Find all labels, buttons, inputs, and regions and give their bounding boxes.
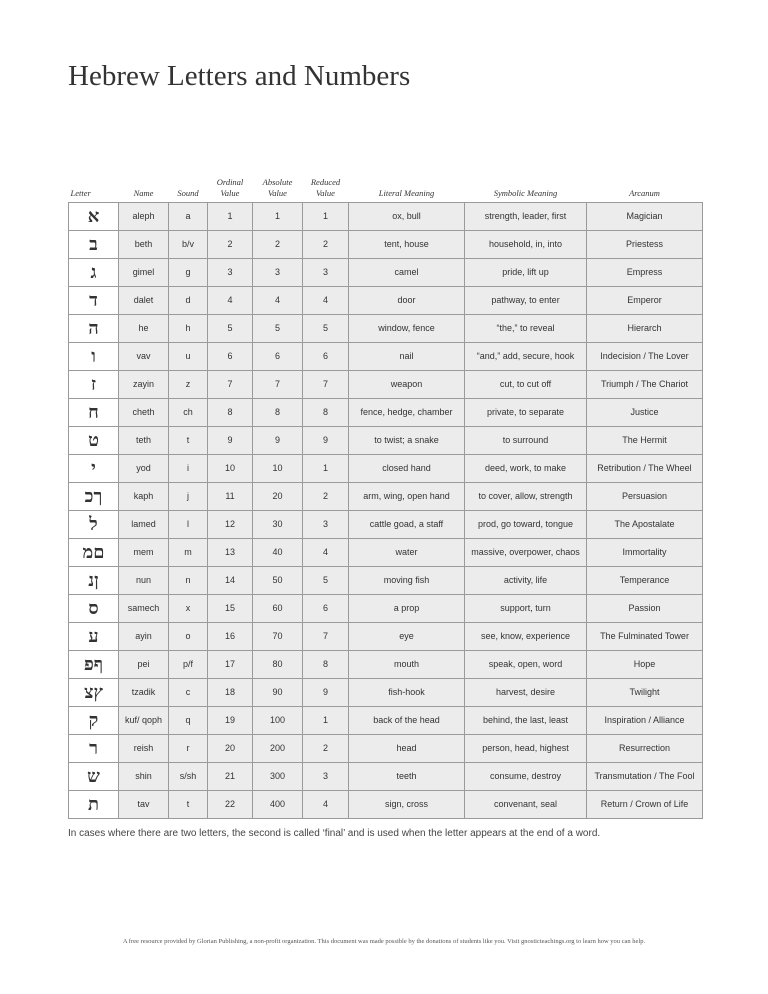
letter-sound-cell: b/v	[169, 231, 208, 259]
letter-sound-cell: l	[169, 511, 208, 539]
hebrew-letter-cell: ו	[69, 343, 119, 371]
literal-meaning-cell: fence, hedge, chamber	[349, 399, 465, 427]
letter-sound-cell: c	[169, 679, 208, 707]
symbolic-meaning-cell: prod, go toward, tongue	[465, 511, 587, 539]
literal-meaning-cell: water	[349, 539, 465, 567]
letter-name-cell: shin	[119, 763, 169, 791]
letter-sound-cell: x	[169, 595, 208, 623]
arcanum-cell: Passion	[587, 595, 703, 623]
letter-name-cell: cheth	[119, 399, 169, 427]
arcanum-cell: Twilight	[587, 679, 703, 707]
ordinal-value-cell: 11	[208, 483, 253, 511]
table-row	[69, 707, 703, 735]
arcanum-cell: Inspiration / Alliance	[587, 707, 703, 735]
symbolic-meaning-cell: “the,” to reveal	[465, 315, 587, 343]
letter-sound-cell: p/f	[169, 651, 208, 679]
symbolic-meaning-cell: consume, destroy	[465, 763, 587, 791]
header-absolute-value: Absolute Value	[262, 177, 293, 198]
table-row	[69, 203, 703, 231]
absolute-value-cell: 7	[253, 371, 303, 399]
letter-name-cell: yod	[119, 455, 169, 483]
letter-name-cell: ayin	[119, 623, 169, 651]
symbolic-meaning-cell: see, know, experience	[465, 623, 587, 651]
table-row	[69, 679, 703, 707]
letter-sound-cell: s/sh	[169, 763, 208, 791]
arcanum-cell: Hierarch	[587, 315, 703, 343]
letter-sound-cell: q	[169, 707, 208, 735]
symbolic-meaning-cell: person, head, highest	[465, 735, 587, 763]
header-ordinal-value: Ordinal Value	[216, 177, 244, 198]
absolute-value-cell: 80	[253, 651, 303, 679]
letter-sound-cell: i	[169, 455, 208, 483]
absolute-value-cell: 70	[253, 623, 303, 651]
table-row	[69, 511, 703, 539]
hebrew-letter-cell: ר	[69, 735, 119, 763]
ordinal-value-cell: 6	[208, 343, 253, 371]
table-row	[69, 287, 703, 315]
table-row	[69, 567, 703, 595]
arcanum-cell: Empress	[587, 259, 703, 287]
hebrew-letter-cell: ע	[69, 623, 119, 651]
letter-name-cell: tav	[119, 791, 169, 819]
letter-name-cell: kuf/ qoph	[119, 707, 169, 735]
literal-meaning-cell: eye	[349, 623, 465, 651]
header-letter: Letter	[70, 188, 91, 198]
absolute-value-cell: 3	[253, 259, 303, 287]
reduced-value-cell: 3	[303, 763, 349, 791]
arcanum-cell: Transmutation / The Fool	[587, 763, 703, 791]
ordinal-value-cell: 22	[208, 791, 253, 819]
hebrew-letter-cell: א	[69, 203, 119, 231]
reduced-value-cell: 9	[303, 427, 349, 455]
ordinal-value-cell: 18	[208, 679, 253, 707]
arcanum-cell: Immortality	[587, 539, 703, 567]
header-symbolic-meaning: Symbolic Meaning	[493, 188, 558, 198]
hebrew-letter-cell: ה	[69, 315, 119, 343]
symbolic-meaning-cell: deed, work, to make	[465, 455, 587, 483]
table-row	[69, 455, 703, 483]
ordinal-value-cell: 2	[208, 231, 253, 259]
absolute-value-cell: 1	[253, 203, 303, 231]
hebrew-letter-cell: ףפ	[69, 651, 119, 679]
hebrew-letter-cell: ט	[69, 427, 119, 455]
table-row	[69, 763, 703, 791]
reduced-value-cell: 2	[303, 735, 349, 763]
arcanum-cell: Magician	[587, 203, 703, 231]
letter-sound-cell: o	[169, 623, 208, 651]
reduced-value-cell: 4	[303, 287, 349, 315]
absolute-value-cell: 20	[253, 483, 303, 511]
literal-meaning-cell: arm, wing, open hand	[349, 483, 465, 511]
page-title: Hebrew Letters and Numbers	[68, 60, 411, 92]
table-row	[69, 483, 703, 511]
letter-name-cell: tzadik	[119, 679, 169, 707]
table-row	[69, 231, 703, 259]
reduced-value-cell: 7	[303, 623, 349, 651]
literal-meaning-cell: tent, house	[349, 231, 465, 259]
ordinal-value-cell: 1	[208, 203, 253, 231]
arcanum-cell: Indecision / The Lover	[587, 343, 703, 371]
table-row	[69, 427, 703, 455]
symbolic-meaning-cell: convenant, seal	[465, 791, 587, 819]
letter-sound-cell: g	[169, 259, 208, 287]
literal-meaning-cell: closed hand	[349, 455, 465, 483]
absolute-value-cell: 50	[253, 567, 303, 595]
letter-name-cell: kaph	[119, 483, 169, 511]
hebrew-letter-cell: י	[69, 455, 119, 483]
table-row	[69, 343, 703, 371]
table-body	[69, 203, 703, 819]
symbolic-meaning-cell: pride, lift up	[465, 259, 587, 287]
absolute-value-cell: 90	[253, 679, 303, 707]
literal-meaning-cell: weapon	[349, 371, 465, 399]
table-row	[69, 539, 703, 567]
literal-meaning-cell: to twist; a snake	[349, 427, 465, 455]
ordinal-value-cell: 13	[208, 539, 253, 567]
literal-meaning-cell: teeth	[349, 763, 465, 791]
letter-name-cell: nun	[119, 567, 169, 595]
reduced-value-cell: 3	[303, 259, 349, 287]
arcanum-cell: The Hermit	[587, 427, 703, 455]
symbolic-meaning-cell: pathway, to enter	[465, 287, 587, 315]
literal-meaning-cell: window, fence	[349, 315, 465, 343]
ordinal-value-cell: 12	[208, 511, 253, 539]
arcanum-cell: Resurrection	[587, 735, 703, 763]
letter-name-cell: aleph	[119, 203, 169, 231]
symbolic-meaning-cell: strength, leader, first	[465, 203, 587, 231]
letter-name-cell: he	[119, 315, 169, 343]
arcanum-cell: Temperance	[587, 567, 703, 595]
symbolic-meaning-cell: to cover, allow, strength	[465, 483, 587, 511]
arcanum-cell: Triumph / The Chariot	[587, 371, 703, 399]
reduced-value-cell: 6	[303, 343, 349, 371]
table-row	[69, 315, 703, 343]
absolute-value-cell: 10	[253, 455, 303, 483]
absolute-value-cell: 4	[253, 287, 303, 315]
letter-sound-cell: n	[169, 567, 208, 595]
literal-meaning-cell: a prop	[349, 595, 465, 623]
arcanum-cell: Persuasion	[587, 483, 703, 511]
ordinal-value-cell: 17	[208, 651, 253, 679]
symbolic-meaning-cell: cut, to cut off	[465, 371, 587, 399]
letter-name-cell: samech	[119, 595, 169, 623]
absolute-value-cell: 8	[253, 399, 303, 427]
reduced-value-cell: 8	[303, 399, 349, 427]
header-sound: Sound	[177, 188, 199, 198]
reduced-value-cell: 6	[303, 595, 349, 623]
hebrew-letter-cell: ש	[69, 763, 119, 791]
hebrew-letter-cell: ךכ	[69, 483, 119, 511]
hebrew-letters-table	[68, 170, 703, 819]
literal-meaning-cell: nail	[349, 343, 465, 371]
absolute-value-cell: 5	[253, 315, 303, 343]
table-row	[69, 623, 703, 651]
symbolic-meaning-cell: behind, the last, least	[465, 707, 587, 735]
table-row	[69, 399, 703, 427]
absolute-value-cell: 40	[253, 539, 303, 567]
literal-meaning-cell: ox, bull	[349, 203, 465, 231]
header-reduced-value: Reduced Value	[310, 177, 341, 198]
hebrew-letter-cell: ץצ	[69, 679, 119, 707]
absolute-value-cell: 9	[253, 427, 303, 455]
letter-name-cell: pei	[119, 651, 169, 679]
symbolic-meaning-cell: “and,” add, secure, hook	[465, 343, 587, 371]
reduced-value-cell: 4	[303, 539, 349, 567]
reduced-value-cell: 4	[303, 791, 349, 819]
letter-sound-cell: h	[169, 315, 208, 343]
letter-sound-cell: t	[169, 791, 208, 819]
hebrew-letter-cell: םמ	[69, 539, 119, 567]
arcanum-cell: Retribution / The Wheel	[587, 455, 703, 483]
symbolic-meaning-cell: harvest, desire	[465, 679, 587, 707]
table-row	[69, 735, 703, 763]
reduced-value-cell: 3	[303, 511, 349, 539]
reduced-value-cell: 2	[303, 231, 349, 259]
absolute-value-cell: 60	[253, 595, 303, 623]
letter-sound-cell: d	[169, 287, 208, 315]
ordinal-value-cell: 7	[208, 371, 253, 399]
letter-name-cell: lamed	[119, 511, 169, 539]
ordinal-value-cell: 14	[208, 567, 253, 595]
table-row	[69, 651, 703, 679]
reduced-value-cell: 1	[303, 455, 349, 483]
absolute-value-cell: 400	[253, 791, 303, 819]
hebrew-letter-cell: ןנ	[69, 567, 119, 595]
letter-sound-cell: t	[169, 427, 208, 455]
letter-name-cell: dalet	[119, 287, 169, 315]
table-row	[69, 371, 703, 399]
letter-sound-cell: z	[169, 371, 208, 399]
literal-meaning-cell: door	[349, 287, 465, 315]
hebrew-letter-cell: ב	[69, 231, 119, 259]
literal-meaning-cell: moving fish	[349, 567, 465, 595]
ordinal-value-cell: 20	[208, 735, 253, 763]
symbolic-meaning-cell: activity, life	[465, 567, 587, 595]
literal-meaning-cell: fish-hook	[349, 679, 465, 707]
letter-name-cell: reish	[119, 735, 169, 763]
ordinal-value-cell: 10	[208, 455, 253, 483]
reduced-value-cell: 1	[303, 707, 349, 735]
hebrew-letter-cell: ק	[69, 707, 119, 735]
reduced-value-cell: 2	[303, 483, 349, 511]
ordinal-value-cell: 9	[208, 427, 253, 455]
header-arcanum: Arcanum	[629, 188, 660, 198]
letter-sound-cell: r	[169, 735, 208, 763]
header-name: Name	[133, 188, 154, 198]
absolute-value-cell: 200	[253, 735, 303, 763]
symbolic-meaning-cell: support, turn	[465, 595, 587, 623]
table-row	[69, 595, 703, 623]
symbolic-meaning-cell: speak, open, word	[465, 651, 587, 679]
literal-meaning-cell: back of the head	[349, 707, 465, 735]
literal-meaning-cell: head	[349, 735, 465, 763]
reduced-value-cell: 1	[303, 203, 349, 231]
arcanum-cell: The Apostalate	[587, 511, 703, 539]
reduced-value-cell: 5	[303, 567, 349, 595]
ordinal-value-cell: 5	[208, 315, 253, 343]
letter-name-cell: gimel	[119, 259, 169, 287]
literal-meaning-cell: camel	[349, 259, 465, 287]
reduced-value-cell: 8	[303, 651, 349, 679]
table-row	[69, 791, 703, 819]
hebrew-letter-cell: ח	[69, 399, 119, 427]
arcanum-cell: Return / Crown of Life	[587, 791, 703, 819]
ordinal-value-cell: 16	[208, 623, 253, 651]
reduced-value-cell: 5	[303, 315, 349, 343]
hebrew-letter-cell: ל	[69, 511, 119, 539]
letter-name-cell: zayin	[119, 371, 169, 399]
table-header-row	[69, 170, 703, 203]
ordinal-value-cell: 3	[208, 259, 253, 287]
arcanum-cell: Emperor	[587, 287, 703, 315]
symbolic-meaning-cell: to surround	[465, 427, 587, 455]
table-row	[69, 259, 703, 287]
hebrew-letter-cell: ס	[69, 595, 119, 623]
letter-sound-cell: u	[169, 343, 208, 371]
absolute-value-cell: 30	[253, 511, 303, 539]
reduced-value-cell: 7	[303, 371, 349, 399]
symbolic-meaning-cell: household, in, into	[465, 231, 587, 259]
arcanum-cell: Justice	[587, 399, 703, 427]
absolute-value-cell: 6	[253, 343, 303, 371]
ordinal-value-cell: 19	[208, 707, 253, 735]
hebrew-letter-cell: ד	[69, 287, 119, 315]
arcanum-cell: Hope	[587, 651, 703, 679]
absolute-value-cell: 300	[253, 763, 303, 791]
reduced-value-cell: 9	[303, 679, 349, 707]
arcanum-cell: Priestess	[587, 231, 703, 259]
literal-meaning-cell: cattle goad, a staff	[349, 511, 465, 539]
ordinal-value-cell: 4	[208, 287, 253, 315]
literal-meaning-cell: mouth	[349, 651, 465, 679]
symbolic-meaning-cell: massive, overpower, chaos	[465, 539, 587, 567]
hebrew-letter-cell: ז	[69, 371, 119, 399]
ordinal-value-cell: 15	[208, 595, 253, 623]
symbolic-meaning-cell: private, to separate	[465, 399, 587, 427]
letter-name-cell: beth	[119, 231, 169, 259]
letter-sound-cell: a	[169, 203, 208, 231]
ordinal-value-cell: 21	[208, 763, 253, 791]
letter-name-cell: vav	[119, 343, 169, 371]
literal-meaning-cell: sign, cross	[349, 791, 465, 819]
footer-credit: A free resource provided by Glorian Publishing, a non-profit organization. This document was made possible by the donations of students like you. Visit gnosticteachings.org to learn how you can help.	[122, 938, 646, 945]
hebrew-letter-cell: ג	[69, 259, 119, 287]
letter-name-cell: mem	[119, 539, 169, 567]
header-literal-meaning: Literal Meaning	[378, 188, 435, 198]
letter-name-cell: teth	[119, 427, 169, 455]
arcanum-cell: The Fulminated Tower	[587, 623, 703, 651]
letter-sound-cell: ch	[169, 399, 208, 427]
letter-sound-cell: j	[169, 483, 208, 511]
hebrew-letter-cell: ת	[69, 791, 119, 819]
letter-sound-cell: m	[169, 539, 208, 567]
absolute-value-cell: 2	[253, 231, 303, 259]
absolute-value-cell: 100	[253, 707, 303, 735]
final-letters-note: In cases where there are two letters, the second is called ‘final’ and is used when the letter appears at the end of a word.	[68, 828, 601, 839]
ordinal-value-cell: 8	[208, 399, 253, 427]
